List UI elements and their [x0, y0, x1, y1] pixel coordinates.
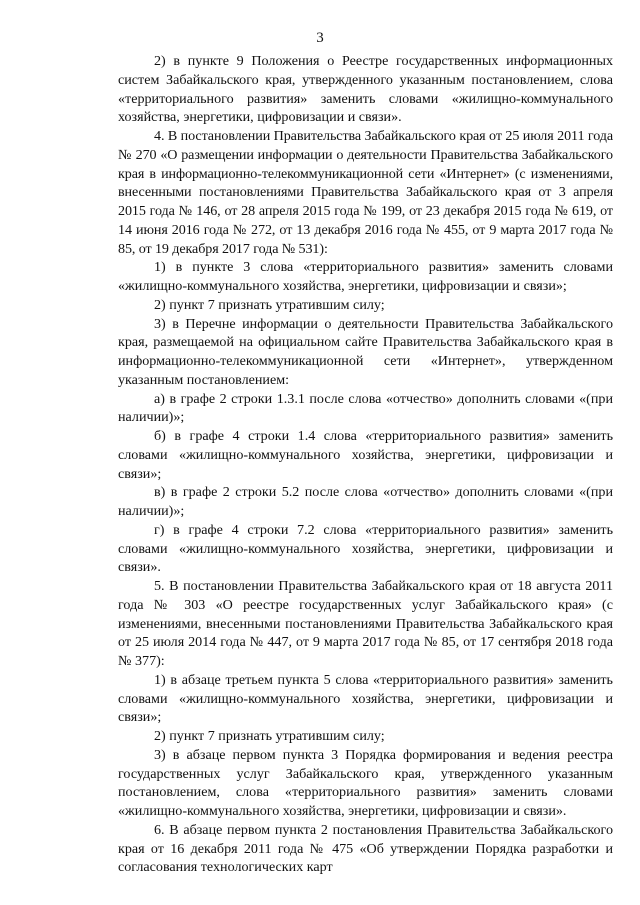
paragraph-4-item-2: 2) пункт 7 признать утратившим силу;: [154, 296, 385, 313]
paragraph-2-registry: 2) в пункте 9 Положения о Реестре государственных информационных систем Забайкальского края, утвержденного указанным постановлением, слова «территориального развития» заменить словами «жилищно-коммунального хозяйства, энергетики, цифровизации и связи».: [118, 53, 613, 126]
paragraph-section-5: 5. В постановлении Правительства Забайкальского края от 18 августа 2011 года № 303 «О реестре государственных услуг Забайкальского края» (с изменениями, внесенными постановлениями Правительства Забайкальского края от 25 июля 2014 года № 447, от 9 марта 2017 года № 85, от 17 сентября 2018 года № 377):: [118, 578, 613, 669]
document-body: [118, 52, 613, 877]
paragraph-5-item-2: 2) пункт 7 признать утратившим силу;: [154, 728, 385, 744]
paragraph-4-item-3g: г) в графе 4 строки 7.2 слова «территориального развития» заменить словами «жилищно-коммунального хозяйства, энергетики, цифровизации и связи».: [118, 521, 613, 576]
paragraph-4-item-3v: в) в графе 2 строки 5.2 после слова «отчество» дополнить словами «(при наличии)»;: [118, 484, 613, 519]
page-number: 3: [316, 30, 324, 46]
paragraph-4-item-3a: а) в графе 2 строки 1.3.1 после слова «отчество» дополнить словами «(при наличии)»;: [118, 390, 613, 426]
paragraph-section-4: 4. В постановлении Правительства Забайкальского края от 25 июля 2011 года № 270 «О размещении информации о деятельности Правительства Забайкальского края в информационно-телекоммуникационной сети «Интернет» (с изменениями, внесенными постановлениями Правительства Забайкальского края от 3 апреля 2015 года № 146, от 28 апреля 2015 года № 199, от 23 декабря 2015 года № 619, от 14 июня 2016 года № 272, от 13 декабря 2016 года № 455, от 9 марта 2017 года № 85, от 19 декабря 2017 года № 531):: [118, 128, 613, 257]
paragraph-5-item-1: 1) в абзаце третьем пункта 5 слова «территориального развития» заменить словами «жилищно-коммунального хозяйства, энергетики, цифровизации и связи»;: [118, 671, 613, 726]
paragraph-5-item-3: 3) в абзаце первом пункта 3 Порядка формирования и ведения реестра государственных услуг Забайкальского края, утвержденного указанным постановлением, слова «территориального развития» заменить словами «жилищно-коммунального хозяйства, энергетики, цифровизации и связи».: [118, 746, 613, 819]
paragraph-section-6: 6. В абзаце первом пункта 2 постановления Правительства Забайкальского края от 16 декабря 2011 года № 475 «Об утверждении Порядка разработки и согласования технологических карт: [118, 821, 613, 876]
paragraph-4-item-1: 1) в пункте 3 слова «территориального развития» заменить словами «жилищно-коммунального хозяйства, энергетики, цифровизации и связи»;: [118, 259, 613, 294]
paragraph-4-item-3b: б) в графе 4 строки 1.4 слова «территориального развития» заменить словами «жилищно-коммунального хозяйства, энергетики, цифровизации и связи»;: [118, 428, 613, 482]
paragraph-4-item-3: 3) в Перечне информации о деятельности Правительства Забайкальского края, размещаемой на официальном сайте Правительства Забайкальского края в информационно-телекоммуникационной сети «Интернет», утвержденном указанным постановлением:: [118, 315, 613, 388]
